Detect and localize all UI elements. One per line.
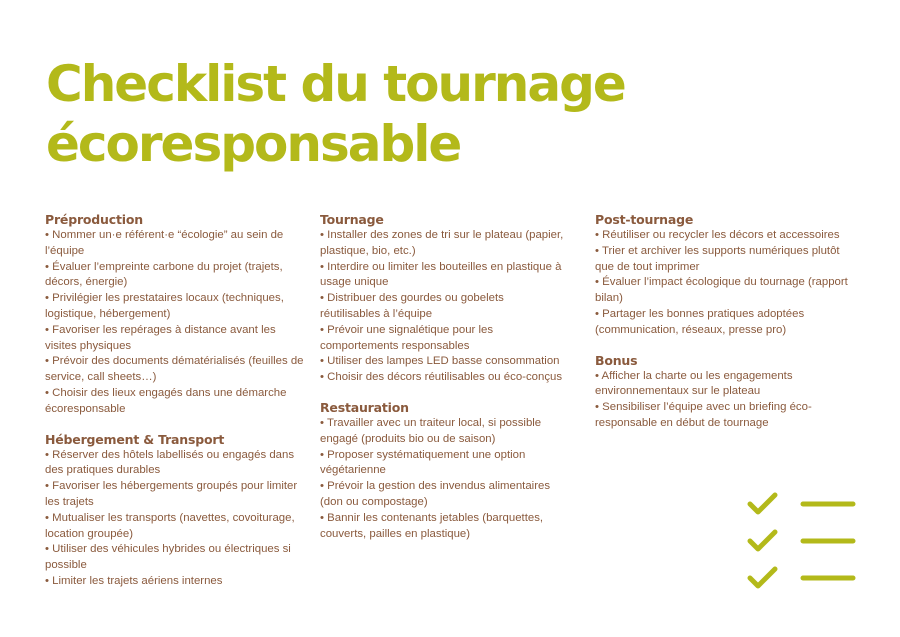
check-row-icon (745, 564, 857, 601)
list-item: • Favoriser les hébergements groupés pour limiter les trajets (45, 480, 298, 508)
list-item: • Trier et archiver les supports numériques plutôt que de tout imprimer (595, 244, 840, 273)
check-row-icon (745, 527, 857, 564)
list-item: • Distribuer des gourdes ou gobelets réutilisables à l’équipe (320, 292, 504, 320)
column-left (45, 212, 307, 604)
list-item: • Sensibiliser l’équipe avec un briefing éco-responsable en début de tournage (595, 401, 812, 429)
check-row-icon (745, 490, 857, 527)
section-bonus (595, 353, 857, 432)
list-item: • Prévoir une signalétique pour les comportements responsables (320, 323, 494, 352)
list-item: • Proposer systématiquement une option végétarienne (320, 448, 526, 477)
list-item: • Privilégier les prestataires locaux (techniques, logistique, hébergement) (45, 292, 284, 320)
section-heading: Tournage (320, 212, 384, 227)
list-item: • Limiter les trajets aériens internes (45, 574, 223, 587)
list-item: • Utiliser des lampes LED basse consommation (320, 355, 560, 368)
checklist (45, 228, 307, 418)
section-heading: Préproduction (45, 212, 143, 227)
checklist-icon (745, 490, 857, 601)
list-item: • Prévoir la gestion des invendus alimentaires (don ou compostage) (320, 480, 551, 508)
list-item: • Réutiliser ou recycler les décors et accessoires (595, 229, 840, 241)
list-item: • Favoriser les repérages à distance avant les visites physiques (45, 323, 276, 352)
list-item: • Réserver des hôtels labellisés ou engagés dans des pratiques durables (45, 448, 295, 477)
section-heading: Hébergement & Transport (45, 431, 225, 447)
section-tournage (320, 212, 565, 386)
checklist (320, 228, 565, 386)
section-heading: Restauration (320, 399, 409, 415)
column-middle (320, 212, 565, 556)
title-line-1: Checklist du tournage (46, 55, 625, 113)
section-heading: Bonus (595, 352, 638, 368)
list-item: • Évaluer l’empreinte carbone du projet (trajets, décors, énergie) (45, 260, 283, 289)
checklist (320, 416, 565, 542)
checklist (595, 228, 857, 339)
section-heading: Post-tournage (595, 212, 694, 227)
checklist (595, 369, 857, 432)
title-line-2: écoresponsable (46, 115, 461, 173)
list-item: • Afficher la charte ou les engagements environnementaux sur le plateau (595, 369, 793, 398)
section-preproduction (45, 212, 307, 418)
list-item: • Travailler avec un traiteur local, si possible engagé (produits bio ou de saison) (320, 416, 542, 445)
column-right (595, 212, 857, 446)
list-item: • Partager les bonnes pratiques adoptées (communication, réseaux, presse pro) (595, 307, 805, 336)
page-title (46, 54, 625, 174)
list-item: • Bannir les contenants jetables (barquettes, couverts, pailles en plastique) (320, 511, 544, 540)
list-item: • Mutualiser les transports (navettes, covoiturage, location groupée) (45, 511, 295, 540)
list-item: • Nommer un·e référent·e “écologie” au sein de l’équipe (45, 229, 284, 257)
section-hebergement-transport (45, 432, 307, 590)
section-post-tournage (595, 212, 857, 339)
section-restauration (320, 400, 565, 542)
list-item: • Évaluer l’impact écologique du tournage (rapport bilan) (595, 276, 848, 305)
list-item: • Installer des zones de tri sur le plateau (papier, plastique, bio, etc.) (320, 229, 564, 257)
list-item: • Interdire ou limiter les bouteilles en plastique à usage unique (320, 260, 562, 289)
checklist (45, 448, 307, 590)
list-item: • Choisir des lieux engagés dans une démarche écoresponsable (45, 386, 287, 415)
list-item: • Utiliser des véhicules hybrides ou électriques si possible (45, 543, 291, 572)
list-item: • Prévoir des documents dématérialisés (feuilles de service, call sheets…) (45, 355, 304, 384)
list-item: • Choisir des décors réutilisables ou éco-conçus (320, 371, 563, 384)
